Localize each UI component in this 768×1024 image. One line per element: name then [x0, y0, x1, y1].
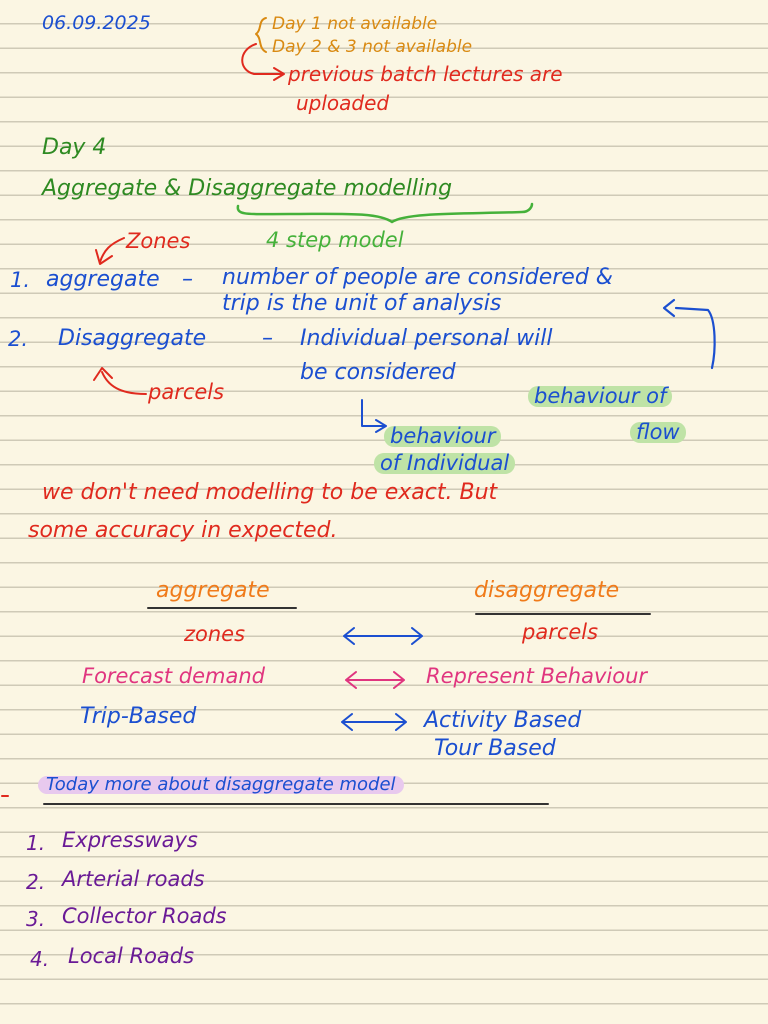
red-arrowhead: [274, 68, 284, 80]
topic-title: Aggregate & Disaggregate modelling: [42, 176, 453, 201]
road-3-name: Collector Roads: [62, 904, 227, 928]
accuracy-line1: we don't need modelling to be exact. But: [42, 480, 498, 505]
four-step-note: 4 step model: [266, 228, 404, 252]
note-previous-line1: previous batch lectures are: [288, 62, 563, 86]
parcels-note: parcels: [148, 380, 225, 404]
item1-term: aggregate: [46, 267, 160, 292]
road-3-number: 3.: [26, 907, 46, 931]
item2-term: Disaggregate: [58, 326, 207, 351]
behaviour-of-flow-line1: behaviour of: [528, 386, 672, 407]
parcels-arrow: [102, 372, 146, 394]
zones-note: Zones: [126, 229, 191, 253]
road-4-number: 4.: [30, 947, 50, 971]
road-2-name: Arterial roads: [62, 867, 205, 891]
orange-brace: [256, 18, 266, 52]
behaviour-of-flow-line2: flow: [630, 422, 686, 443]
individual-arrow: [362, 400, 384, 426]
item1-number: 1.: [10, 268, 31, 292]
road-2-number: 2.: [26, 870, 46, 894]
zones-arrowhead: [96, 250, 112, 264]
zones-arrow: [100, 238, 124, 262]
item2-line1: Individual personal will: [300, 326, 553, 351]
item2-line2: be considered: [300, 360, 456, 385]
item2-dash: –: [262, 326, 273, 351]
item1-line2: trip is the unit of analysis: [222, 291, 502, 316]
road-1-number: 1.: [26, 831, 46, 855]
item1-line1: number of people are considered &: [222, 265, 613, 290]
comparison-trip-based: Trip-Based: [80, 704, 197, 729]
comparison-parcels: parcels: [522, 620, 599, 644]
accuracy-line2: some accuracy in expected.: [28, 518, 338, 543]
note-day1: Day 1 not available: [272, 14, 438, 34]
note-day23: Day 2 & 3 not available: [272, 37, 473, 57]
forecast-represent-arrow: [346, 672, 404, 688]
trip-activity-arrow: [342, 714, 406, 730]
item1-dash: –: [182, 267, 193, 292]
comparison-tour-based: Tour Based: [434, 736, 556, 761]
zones-parcels-arrow: [344, 628, 422, 644]
today-note: Today more about disaggregate model: [38, 776, 404, 794]
road-1-name: Expressways: [62, 828, 198, 852]
green-underbrace: [238, 204, 532, 222]
date: 06.09.2025: [42, 12, 151, 34]
road-4-name: Local Roads: [68, 944, 195, 968]
comparison-forecast-demand: Forecast demand: [82, 664, 265, 688]
behaviour-individual-line2: of Individual: [374, 453, 515, 474]
comparison-zones: zones: [184, 622, 246, 646]
right-bracket-arrow: [676, 308, 715, 368]
parcels-arrowhead: [94, 368, 112, 380]
right-bracket-arrowhead: [664, 300, 674, 316]
day-heading: Day 4: [42, 135, 107, 160]
comparison-right-header: disaggregate: [474, 578, 620, 603]
comparison-represent-behaviour: Represent Behaviour: [426, 664, 648, 688]
comparison-activity-based: Activity Based: [424, 708, 582, 733]
note-previous-line2: uploaded: [296, 91, 390, 115]
item2-number: 2.: [8, 327, 29, 351]
behaviour-individual-line1: behaviour: [384, 426, 501, 447]
comparison-left-header: aggregate: [156, 578, 270, 603]
